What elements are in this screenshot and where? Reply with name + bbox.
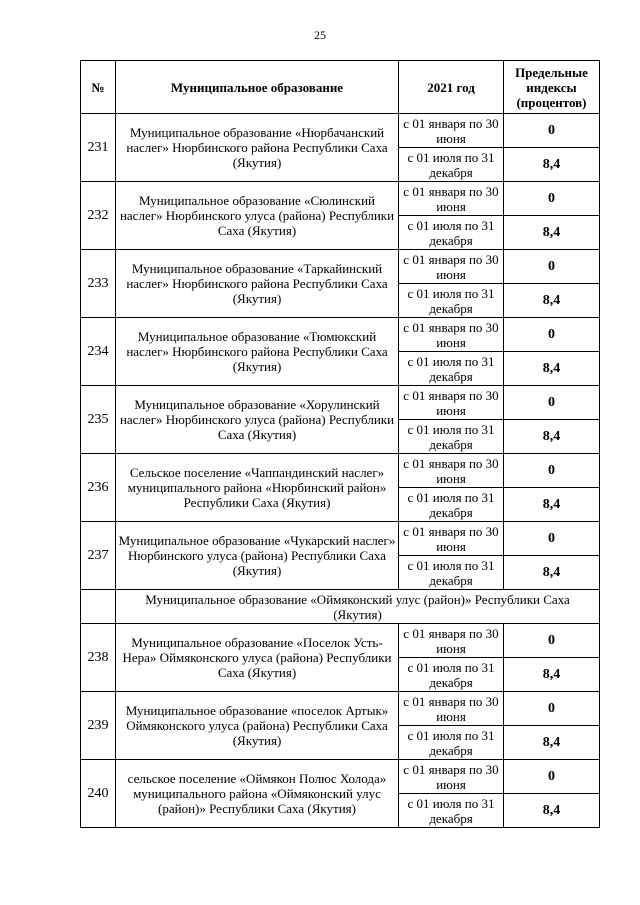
index-second-half: 8,4 xyxy=(504,488,600,522)
period-first-half: с 01 января по 30 июня xyxy=(399,624,504,658)
row-number: 231 xyxy=(81,114,116,182)
table-row xyxy=(81,692,600,726)
period-second-half: с 01 июля по 31 декабря xyxy=(399,216,504,250)
index-first-half: 0 xyxy=(504,250,600,284)
page-number: 25 xyxy=(314,28,326,42)
index-first-half: 0 xyxy=(504,182,600,216)
index-first-half: 0 xyxy=(504,624,600,658)
period-first-half: с 01 января по 30 июня xyxy=(399,250,504,284)
table-row xyxy=(81,114,600,148)
period-first-half: с 01 января по 30 июня xyxy=(399,318,504,352)
region-header: Муниципальное образование «Оймяконский улус (район)» Республики Саха (Якутия) xyxy=(116,590,600,624)
region-header-row xyxy=(81,590,600,624)
municipality-name: Муниципальное образование «Сюлинский наслег» Нюрбинского улуса (района) Республики Саха (Якутия) xyxy=(116,182,399,250)
row-number: 238 xyxy=(81,624,116,692)
period-second-half: с 01 июля по 31 декабря xyxy=(399,148,504,182)
municipality-name: Муниципальное образование «Поселок Усть-Нера» Оймяконского улуса (района) Республики Саха (Якутия) xyxy=(116,624,399,692)
period-second-half: с 01 июля по 31 декабря xyxy=(399,488,504,522)
row-number: 236 xyxy=(81,454,116,522)
table-row xyxy=(81,760,600,794)
table-row xyxy=(81,318,600,352)
table-row xyxy=(81,624,600,658)
period-second-half: с 01 июля по 31 декабря xyxy=(399,556,504,590)
period-second-half: с 01 июля по 31 декабря xyxy=(399,284,504,318)
index-second-half: 8,4 xyxy=(504,794,600,828)
header-municipality: Муниципальное образование xyxy=(116,61,399,114)
index-second-half: 8,4 xyxy=(504,216,600,250)
period-first-half: с 01 января по 30 июня xyxy=(399,182,504,216)
period-first-half: с 01 января по 30 июня xyxy=(399,760,504,794)
index-first-half: 0 xyxy=(504,386,600,420)
row-number: 234 xyxy=(81,318,116,386)
index-first-half: 0 xyxy=(504,692,600,726)
header-num: № xyxy=(81,61,116,114)
period-first-half: с 01 января по 30 июня xyxy=(399,114,504,148)
index-first-half: 0 xyxy=(504,454,600,488)
header-index: Предельные индексы (процентов) xyxy=(504,61,600,114)
table-row xyxy=(81,454,600,488)
index-second-half: 8,4 xyxy=(504,726,600,760)
table-row xyxy=(81,250,600,284)
index-first-half: 0 xyxy=(504,760,600,794)
row-number: 232 xyxy=(81,182,116,250)
row-number: 240 xyxy=(81,760,116,828)
tariff-index-table xyxy=(80,60,600,828)
index-second-half: 8,4 xyxy=(504,148,600,182)
index-second-half: 8,4 xyxy=(504,284,600,318)
row-number: 239 xyxy=(81,692,116,760)
period-second-half: с 01 июля по 31 декабря xyxy=(399,794,504,828)
municipality-name: Муниципальное образование «Тюмюкский наслег» Нюрбинского района Республики Саха (Якутия) xyxy=(116,318,399,386)
index-second-half: 8,4 xyxy=(504,352,600,386)
index-second-half: 8,4 xyxy=(504,658,600,692)
row-number: 233 xyxy=(81,250,116,318)
table-header-row xyxy=(81,61,600,114)
index-second-half: 8,4 xyxy=(504,420,600,454)
row-number: 237 xyxy=(81,522,116,590)
period-second-half: с 01 июля по 31 декабря xyxy=(399,352,504,386)
index-first-half: 0 xyxy=(504,318,600,352)
header-year: 2021 год xyxy=(399,61,504,114)
period-first-half: с 01 января по 30 июня xyxy=(399,454,504,488)
municipality-name: Муниципальное образование «Таркайинский наслег» Нюрбинского района Республики Саха (Якутия) xyxy=(116,250,399,318)
municipality-name: Муниципальное образование «Нюрбачанский наслег» Нюрбинского района Республики Саха (Якутия) xyxy=(116,114,399,182)
region-num-empty xyxy=(81,590,116,624)
municipality-name: сельское поселение «Оймякон Полюс Холода» муниципального района «Оймяконский улус (район)» Республики Саха (Якутия) xyxy=(116,760,399,828)
municipality-name: Муниципальное образование «Чукарский наслег» Нюрбинского улуса (района) Республики Саха (Якутия) xyxy=(116,522,399,590)
municipality-name: Муниципальное образование «Хорулинский наслег» Нюрбинского улуса (района) Республики Саха (Якутия) xyxy=(116,386,399,454)
period-second-half: с 01 июля по 31 декабря xyxy=(399,420,504,454)
index-second-half: 8,4 xyxy=(504,556,600,590)
period-second-half: с 01 июля по 31 декабря xyxy=(399,658,504,692)
period-first-half: с 01 января по 30 июня xyxy=(399,386,504,420)
index-first-half: 0 xyxy=(504,522,600,556)
table-row xyxy=(81,182,600,216)
table-row xyxy=(81,386,600,420)
table-row xyxy=(81,522,600,556)
row-number: 235 xyxy=(81,386,116,454)
period-first-half: с 01 января по 30 июня xyxy=(399,692,504,726)
period-first-half: с 01 января по 30 июня xyxy=(399,522,504,556)
index-first-half: 0 xyxy=(504,114,600,148)
period-second-half: с 01 июля по 31 декабря xyxy=(399,726,504,760)
municipality-name: Муниципальное образование «поселок Артык» Оймяконского улуса (района) Республики Саха (Якутия) xyxy=(116,692,399,760)
municipality-name: Сельское поселение «Чаппандинский наслег» муниципального района «Нюрбинский район» Республики Саха (Якутия) xyxy=(116,454,399,522)
